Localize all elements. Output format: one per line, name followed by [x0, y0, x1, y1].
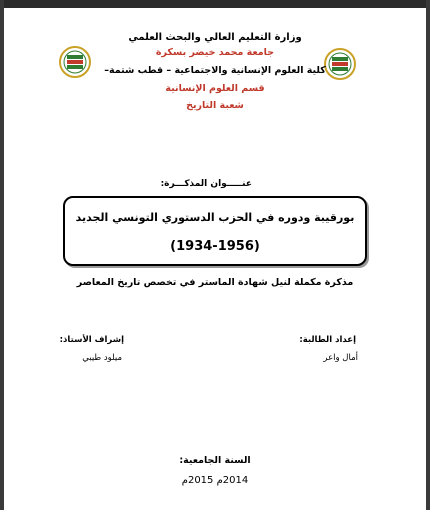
thesis-title: بورقيبة ودوره في الحزب الدستوري التونسي الجديد: [75, 211, 355, 224]
window-top-border: [0, 0, 430, 8]
faculty-name: كلية العلوم الإنسانية والاجتماعية – قطب شتمة–: [104, 65, 326, 76]
window-left-border: [0, 0, 4, 510]
title-box: [63, 196, 367, 266]
academic-year-label: السنة الجامعية:: [179, 455, 251, 466]
ministry-name: وزارة التعليم العالي والبحث العلمي: [128, 32, 302, 43]
subject-label: عنـــــوان المذكـــرة:: [160, 179, 252, 189]
prepared-by-label: إعداد الطالبة:: [299, 335, 356, 345]
window-right-border: [426, 0, 430, 510]
branch-name: شعبة التاريخ: [186, 100, 244, 111]
supervised-by-label: إشراف الأستاذ:: [59, 335, 124, 345]
supervisor-name: ميلود طيبي: [82, 353, 122, 363]
memo-note: مذكرة مكملة لنيل شهادة الماستر في تخصص تاريخ المعاصر: [76, 277, 354, 288]
thesis-years: (1934-1956): [170, 239, 260, 254]
university-name: جامعة محمد خيضر بسكرة: [155, 47, 275, 58]
student-name: أمال واعر: [323, 353, 358, 363]
academic-year-value: 2014م 2015م: [181, 475, 249, 486]
department-name: قسم العلوم الإنسانية: [165, 83, 265, 94]
